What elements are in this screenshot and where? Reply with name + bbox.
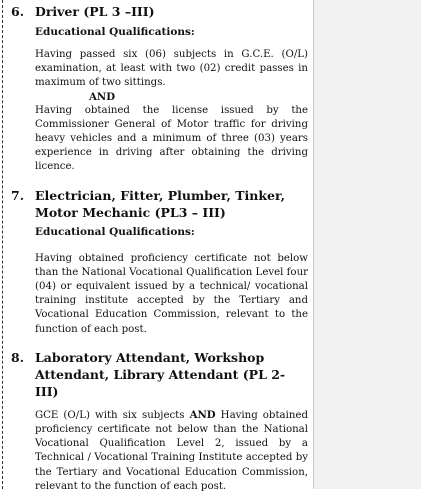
section-title-line-1: Laboratory Attendant, Workshop <box>35 349 265 365</box>
qualification-paragraph: Having obtained proficiency certificate not below than the National Vocational Qualification Level four (04) or equivalent issued by a technical/ vocational training institute accepted by the Tertiary and Vocational Education Commission, relevant to the function of each post. <box>35 252 308 335</box>
qualifications-heading: Educational Qualifications: <box>35 225 195 238</box>
section-title-line-2: Motor Mechanic (PL3 – III) <box>35 204 226 220</box>
section-title-line-1: Electrician, Fitter, Plumber, Tinker, <box>35 187 286 203</box>
qualifications-column <box>11 0 308 494</box>
qualification-paragraph: Having passed six (06) subjects in G.C.E. (O/L) examination, at least with two (02) credit passes in maximum of two sittings. <box>35 49 308 89</box>
section-laboratory-attendant <box>11 349 308 494</box>
section-heading <box>11 349 308 400</box>
paragraph-text-start: GCE (O/L) with six subjects <box>35 409 190 421</box>
section-driver <box>11 3 308 175</box>
paragraph-text-bold: AND <box>189 408 216 421</box>
section-heading <box>11 3 308 20</box>
and-connector: AND <box>89 90 116 103</box>
section-number: 7. <box>11 187 25 203</box>
qualification-paragraph <box>35 408 308 494</box>
section-electrician <box>11 187 308 337</box>
section-heading <box>11 187 308 221</box>
right-column-panel <box>313 0 421 489</box>
qualifications-heading: Educational Qualifications: <box>35 26 195 38</box>
qualification-paragraph: Having obtained the license issued by the Commissioner General of Motor traffic for driving heavy vehicles and a minimum of three (03) years experience in driving after obtaining the driving licence. <box>35 104 308 173</box>
section-number: 8. <box>11 349 25 365</box>
dashed-margin-line <box>2 0 3 489</box>
section-number: 6. <box>11 4 25 19</box>
paragraph-text-end: Having obtained proficiency certificate not below than the National Vocational Qualification Level 2, issued by a Technical / Vocational Training Institute accepted by the Tertiary and Vocational Education Commission, relevant to the function of each post. <box>35 409 308 492</box>
section-title: Driver (PL 3 –III) <box>35 4 155 19</box>
section-title-line-2: Attendant, Library Attendant (PL 2-III) <box>35 366 286 399</box>
